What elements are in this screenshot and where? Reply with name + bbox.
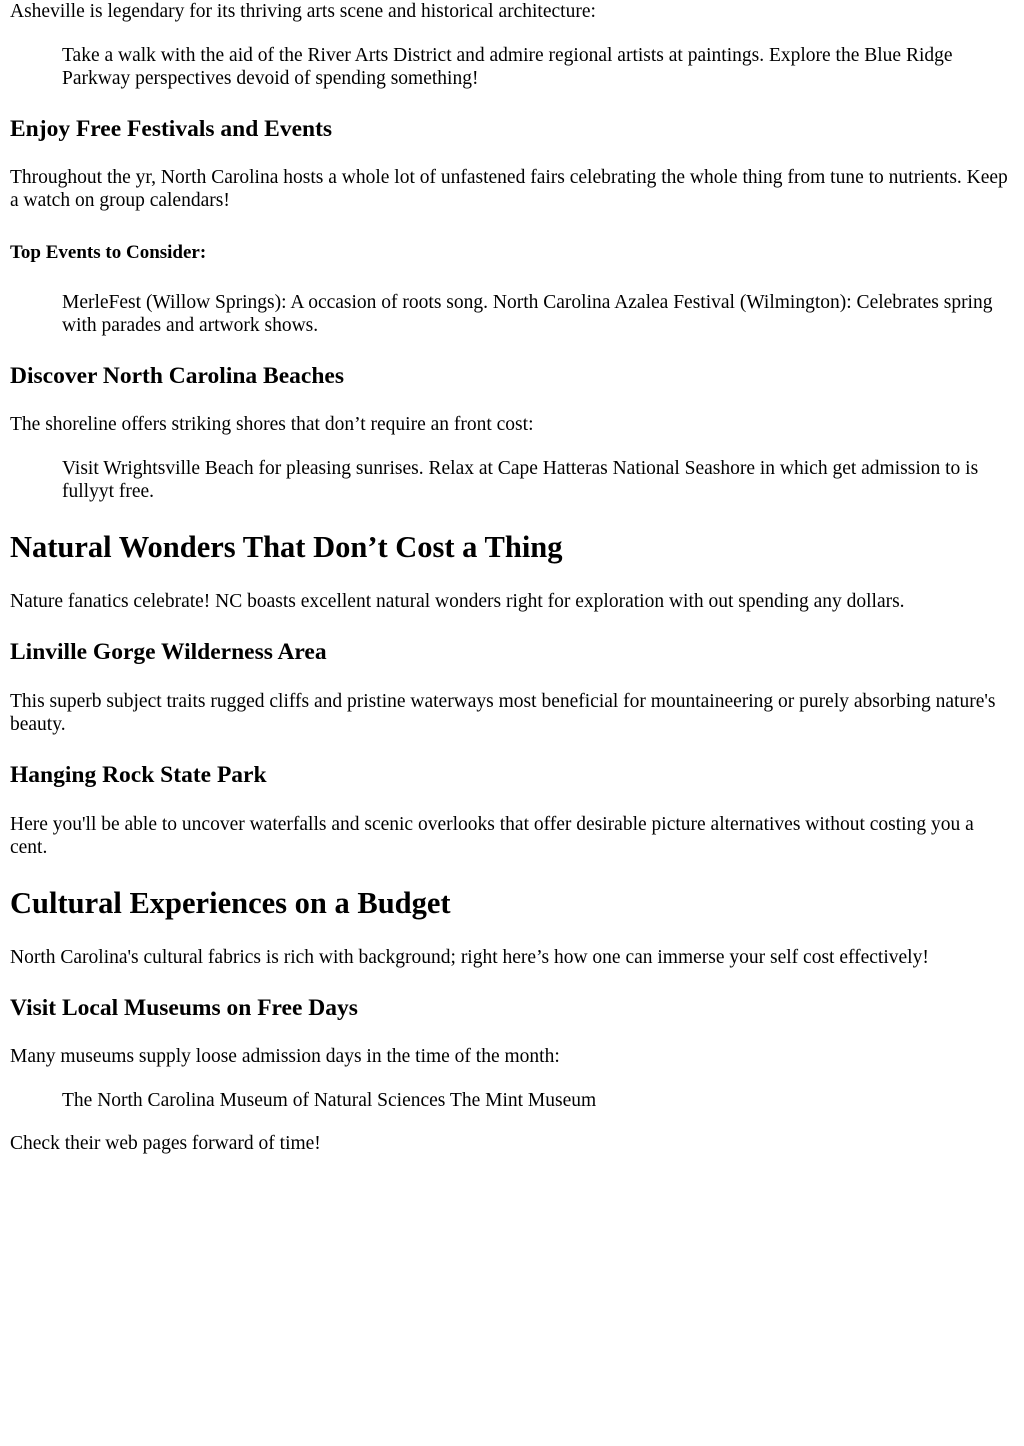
cultural-paragraph: North Carolina's cultural fabrics is rich with background; right here’s how one can immerse your self cost effectively!	[10, 947, 929, 968]
natural-wonders-heading: Natural Wonders That Don’t Cost a Thing	[10, 530, 563, 564]
festivals-heading: Enjoy Free Festivals and Events	[10, 116, 333, 142]
beaches-paragraph: The shoreline offers striking shores that don’t require an front cost:	[10, 414, 534, 435]
asheville-quote: Take a walk with the aid of the River Arts District and admire regional artists at paintings. Explore the Blue Ridge Parkway perspectives devoid of spending something!	[62, 45, 953, 89]
check-websites-paragraph: Check their web pages forward of time!	[10, 1133, 321, 1154]
festivals-paragraph: Throughout the yr, North Carolina hosts a whole lot of unfastened fairs celebrating the whole thing from tune to nutrients. Keep a watch on group calendars!	[10, 167, 1008, 211]
museums-paragraph: Many museums supply loose admission days in the time of the month:	[10, 1046, 560, 1067]
museums-heading: Visit Local Museums on Free Days	[10, 995, 358, 1021]
linville-heading: Linville Gorge Wilderness Area	[10, 639, 327, 665]
natural-wonders-paragraph: Nature fanatics celebrate! NC boasts excellent natural wonders right for exploration with out spending any dollars.	[10, 591, 905, 612]
top-events-heading: Top Events to Consider:	[10, 242, 207, 263]
events-quote: MerleFest (Willow Springs): A occasion of roots song. North Carolina Azalea Festival (Wilmington): Celebrates spring with parades and artwork shows.	[62, 292, 993, 336]
asheville-paragraph: Asheville is legendary for its thriving arts scene and historical architecture:	[10, 1, 596, 22]
hanging-rock-paragraph: Here you'll be able to uncover waterfalls and scenic overlooks that offer desirable picture alternatives without costing you a cent.	[10, 814, 974, 858]
beaches-heading: Discover North Carolina Beaches	[10, 363, 344, 389]
cultural-heading: Cultural Experiences on a Budget	[10, 886, 451, 920]
linville-paragraph: This superb subject traits rugged cliffs and pristine waterways most beneficial for mountaineering or purely absorbing nature's beauty.	[10, 691, 996, 735]
hanging-rock-heading: Hanging Rock State Park	[10, 762, 267, 788]
museums-quote: The North Carolina Museum of Natural Sciences The Mint Museum	[62, 1090, 597, 1111]
beaches-quote: Visit Wrightsville Beach for pleasing sunrises. Relax at Cape Hatteras National Seashore in which get admission to is fullyyt free.	[62, 458, 979, 502]
